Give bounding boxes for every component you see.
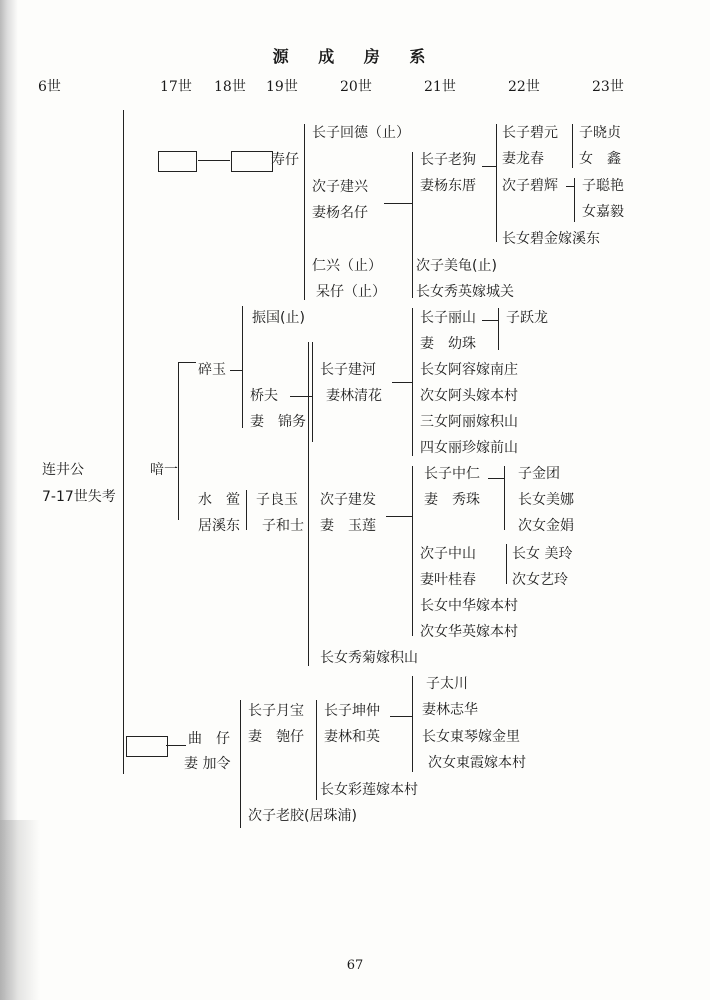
person-spouse: 妻林志华: [422, 702, 478, 718]
connector-line: [198, 160, 230, 161]
connector-line: [482, 320, 498, 321]
generation-label: 6世: [38, 79, 61, 95]
person-name: 长子老狗: [420, 152, 476, 168]
person-name: 长女彩莲嫁本村: [320, 782, 418, 798]
connector-line: [308, 342, 309, 666]
person-spouse: 妻 秀珠: [424, 492, 480, 508]
person-name: 次女金娟: [518, 518, 574, 534]
person-name: 水 鲎: [198, 492, 240, 508]
root-ancestor-note: 7-17世失考: [42, 489, 116, 505]
person-spouse: 妻 匏仔: [248, 729, 304, 745]
connector-line: [572, 124, 573, 168]
person-name: 长子中仁: [424, 466, 480, 482]
generation-label: 19世: [266, 79, 298, 95]
connector-line: [316, 700, 317, 800]
person-name: 长子建河: [320, 362, 376, 378]
person-name: 次子建兴: [312, 179, 368, 195]
person-name: 寿仔: [271, 152, 299, 168]
connector-line: [230, 370, 242, 371]
person-name: 长子丽山: [420, 310, 476, 326]
connector-line: [386, 516, 412, 517]
person-name: 桥夫: [250, 388, 278, 404]
person-spouse: 妻 加令: [184, 756, 231, 772]
page-number: 67: [346, 958, 364, 973]
connector-line: [412, 152, 413, 298]
gen17-connector: [178, 362, 179, 520]
person-name: 长女美娜: [518, 492, 574, 508]
person-spouse: 妻龙春: [502, 151, 544, 167]
generation-label: 22世: [508, 79, 540, 95]
person-name: 四女丽珍嫁前山: [420, 440, 518, 456]
connector-line: [504, 466, 505, 530]
generation-label: 21世: [424, 79, 456, 95]
person-name: 子金团: [518, 466, 560, 482]
person-name: 次女阿头嫁本村: [420, 388, 518, 404]
person-name: 女 鑫: [579, 151, 621, 167]
person-name: 曲 仔: [188, 731, 230, 747]
connector-line: [390, 716, 412, 717]
connector-line: [482, 166, 496, 167]
unknown-name-box: [158, 151, 197, 172]
generation-label: 20世: [340, 79, 372, 95]
scan-edge-shadow-lower: [0, 820, 40, 1000]
person-name: 长女東琴嫁金里: [422, 729, 520, 745]
person-spouse: 妻 锦务: [250, 414, 306, 430]
person-name: 长子坤仲: [324, 703, 380, 719]
person-note: 居溪东: [198, 518, 240, 534]
person-name: 子晓贞: [579, 125, 621, 141]
person-name: 长女中华嫁本村: [420, 598, 518, 614]
connector-line: [412, 676, 413, 772]
person-name: 仁兴（止）: [312, 258, 382, 274]
connector-line: [488, 478, 504, 479]
person-name: 长子回德（止）: [312, 125, 410, 141]
person-name: 次女华英嫁本村: [420, 624, 518, 640]
connector-line: [312, 342, 313, 442]
connector-line: [384, 203, 412, 204]
person-name: 长子月宝: [248, 703, 304, 719]
person-name: 次子中山: [420, 546, 476, 562]
connector-line: [574, 178, 575, 222]
connector-line: [496, 124, 497, 242]
person-spouse: 妻林清花: [326, 388, 382, 404]
person-name: 子跃龙: [506, 310, 548, 326]
root-connector: [123, 110, 124, 774]
person-name: 长女阿容嫁南庄: [420, 362, 518, 378]
person-spouse: 妻 玉莲: [320, 518, 376, 534]
person-name: 女嘉毅: [582, 204, 624, 220]
person-name: 子良玉: [256, 492, 298, 508]
person-name: 次子美龟(止): [416, 258, 497, 274]
person-name: 碎玉: [198, 362, 226, 378]
person-spouse: 妻杨名仔: [312, 205, 368, 221]
person-name: 次子老胶(居珠浦): [248, 808, 357, 824]
person-spouse: 妻杨东厝: [420, 178, 476, 194]
unknown-name-box: [231, 151, 273, 172]
connector-line: [242, 306, 243, 428]
person-name: 次子碧辉: [502, 178, 558, 194]
connector-line: [178, 362, 196, 363]
generation-label: 18世: [214, 79, 246, 95]
generation-label: 17世: [160, 79, 192, 95]
person-name: 振国(止): [252, 310, 305, 326]
person-name: 次子建发: [320, 492, 376, 508]
connector-line: [304, 124, 305, 300]
generation-label: 23世: [592, 79, 624, 95]
page-title: 源 成 房 系: [272, 47, 438, 66]
person-name: 子和士: [262, 518, 304, 534]
connector-line: [240, 700, 241, 828]
person-name: 长女秀菊嫁积山: [320, 650, 418, 666]
person-name: 次女東霞嫁本村: [428, 755, 526, 771]
connector-line: [566, 186, 574, 187]
person-name: 子太川: [426, 676, 468, 692]
connector-line: [412, 308, 413, 456]
person-name: 子聪艳: [582, 178, 624, 194]
person-name: 三女阿丽嫁积山: [420, 414, 518, 430]
person-name: 长女秀英嫁城关: [416, 284, 514, 300]
connector-line: [506, 544, 507, 584]
person-name: 长女碧金嫁溪东: [502, 231, 600, 247]
connector-line: [498, 308, 499, 350]
person-name: 呆仔（止）: [316, 284, 386, 300]
person-spouse: 妻叶桂春: [420, 572, 476, 588]
unknown-name-box: [126, 736, 168, 757]
person-spouse: 妻林和英: [324, 729, 380, 745]
person-name: 长子碧元: [502, 125, 558, 141]
connector-line: [246, 490, 247, 530]
connector-line: [392, 382, 412, 383]
gen17-name: 喑一: [150, 462, 178, 478]
root-ancestor-name: 连井公: [42, 462, 84, 478]
person-name: 次女艺玲: [512, 572, 568, 588]
connector-line: [412, 466, 413, 636]
connector-line: [166, 745, 186, 746]
person-name: 长女 美玲: [512, 546, 573, 562]
person-spouse: 妻 幼珠: [420, 336, 476, 352]
